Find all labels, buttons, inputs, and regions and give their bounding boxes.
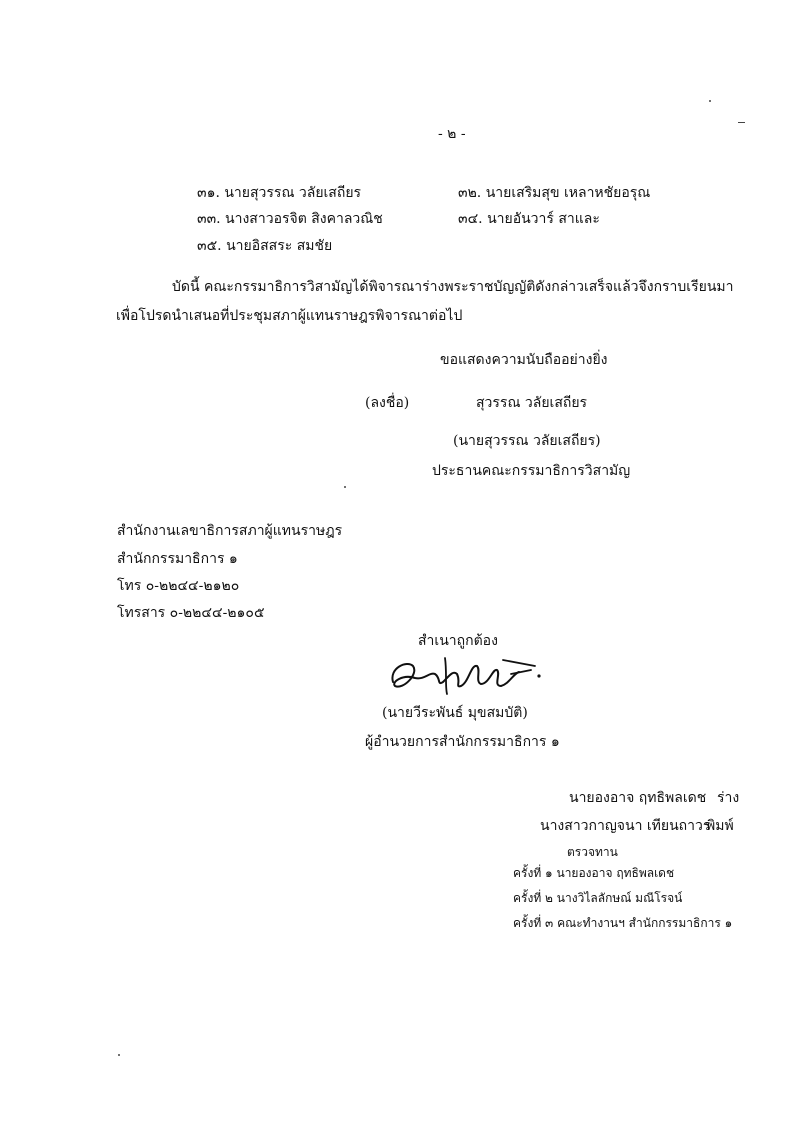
scan-speck bbox=[118, 1054, 120, 1056]
office-name: สำนักงานเลขาธิการสภาผู้แทนราษฎร bbox=[117, 523, 343, 539]
certifier-name: (นายวีระพันธ์ มุขสมบัติ) bbox=[382, 705, 528, 721]
sign-name: สุวรรณ วลัยเสถียร bbox=[476, 395, 588, 411]
review-item: ครั้งที่ ๓ คณะทำงานฯ สำนักกรรมาธิการ ๑ bbox=[513, 916, 733, 930]
handwritten-signature bbox=[385, 652, 545, 698]
office-fax: โทรสาร ๐-๒๒๔๔-๒๑๐๕ bbox=[117, 605, 265, 621]
member-item: ๓๑. นายสุวรรณ วลัยเสถียร bbox=[197, 185, 362, 201]
signer-position: ประธานคณะกรรมาธิการวิสามัญ bbox=[432, 463, 631, 479]
office-tel: โทร ๐-๒๒๔๔-๒๑๒๐ bbox=[117, 578, 240, 594]
member-item: ๓๔. นายอันวาร์ สาและ bbox=[458, 211, 600, 227]
review-item: ครั้งที่ ๒ นางวิไลลักษณ์ มณีโรจน์ bbox=[513, 891, 683, 905]
sign-label: (ลงชื่อ) bbox=[365, 395, 410, 411]
closing-salutation: ขอแสดงความนับถืออย่างยิ่ง bbox=[440, 352, 608, 368]
member-item: ๓๕. นายอิสสระ สมชัย bbox=[197, 238, 333, 254]
review-label: ตรวจทาน bbox=[567, 845, 618, 859]
member-item: ๓๓. นางสาวอรจิต สิงคาลวณิช bbox=[197, 211, 383, 227]
member-item: ๓๒. นายเสริมสุข เหลาหชัยอรุณ bbox=[458, 185, 651, 201]
certification-title: สำเนาถูกต้อง bbox=[418, 633, 498, 649]
scan-mark bbox=[738, 122, 745, 123]
body-paragraph-line2: เพื่อโปรดนำเสนอที่ประชุมสภาผู้แทนราษฎรพิจารณาต่อไป bbox=[116, 308, 463, 324]
drafter-name: นายองอาจ ฤทธิพลเดช bbox=[569, 790, 707, 806]
scan-speck bbox=[709, 100, 711, 102]
typist-name: นางสาวกาญจนา เทียนถาวร bbox=[540, 818, 711, 834]
body-paragraph-line1: บัดนี้ คณะกรรมาธิการวิสามัญได้พิจารณาร่างพระราชบัญญัติดังกล่าวเสร็จแล้วจึงกราบเรียนมา bbox=[172, 279, 734, 295]
signer-full-name: (นายสุวรรณ วลัยเสถียร) bbox=[453, 433, 601, 449]
page-number: - ๒ - bbox=[438, 126, 466, 142]
drafter-role: ร่าง bbox=[717, 790, 740, 806]
office-bureau: สำนักกรรมาธิการ ๑ bbox=[117, 551, 238, 567]
review-item: ครั้งที่ ๑ นายองอาจ ฤทธิพลเดช bbox=[513, 866, 675, 880]
typist-role: พิมพ์ bbox=[706, 818, 734, 834]
certifier-position: ผู้อำนวยการสำนักกรรมาธิการ ๑ bbox=[365, 734, 560, 750]
scan-speck bbox=[344, 486, 346, 488]
